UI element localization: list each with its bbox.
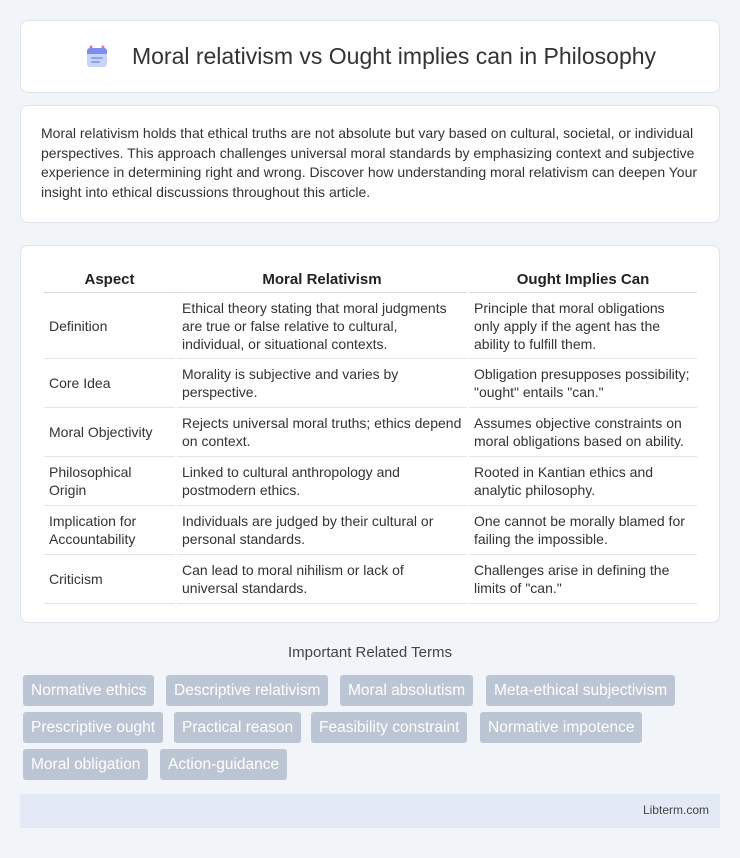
row-ought-implies-can: Rooted in Kantian ethics and analytic philosophy. (469, 457, 697, 506)
related-terms-title: Important Related Terms (288, 644, 452, 661)
row-moral-relativism: Ethical theory stating that moral judgments are true or false relative to cultural, individual, or situational contexts. (177, 293, 467, 359)
row-aspect: Criticism (44, 555, 175, 604)
row-aspect: Implication for Accountability (44, 506, 175, 555)
row-aspect: Definition (44, 293, 175, 359)
row-moral-relativism: Linked to cultural anthropology and postmodern ethics. (177, 457, 467, 506)
header-moral-relativism: Moral Relativism (177, 268, 467, 293)
table-row (44, 293, 697, 359)
row-ought-implies-can: Assumes objective constraints on moral obligations based on ability. (469, 408, 697, 457)
related-term-tag[interactable]: Practical reason (174, 712, 301, 743)
related-term-tag[interactable]: Normative ethics (23, 675, 154, 706)
related-term-tag[interactable]: Moral absolutism (340, 675, 473, 706)
table-header-row (44, 268, 697, 293)
row-aspect: Philosophical Origin (44, 457, 175, 506)
table-row (44, 408, 697, 457)
related-term-tag[interactable]: Meta-ethical subjectivism (486, 675, 675, 706)
page-title: Moral relativism vs Ought implies can in Philosophy (131, 43, 657, 69)
footer-site-link[interactable]: Libterm.com (642, 803, 709, 817)
row-ought-implies-can: One cannot be morally blamed for failing the impossible. (469, 506, 697, 555)
table-row (44, 457, 697, 506)
intro-text: Moral relativism holds that ethical truths are not absolute but vary based on cultural, societal, or individual perspectives. This approach challenges universal moral standards by emphasizing context and subjective experience in determining right and wrong. Discover how understanding moral relativism can deepen Your insight into ethical discussions throughout this article. (41, 125, 698, 200)
header-card (20, 20, 720, 93)
row-moral-relativism: Individuals are judged by their cultural or personal standards. (177, 506, 467, 555)
footer (20, 794, 720, 828)
related-term-tag[interactable]: Feasibility constraint (311, 712, 467, 743)
document-icon (84, 44, 110, 70)
table-row (44, 359, 697, 408)
related-term-tag[interactable]: Normative impotence (480, 712, 642, 743)
header-aspect: Aspect (44, 268, 175, 293)
row-ought-implies-can: Obligation presupposes possibility; "ought" entails "can." (469, 359, 697, 408)
intro-card (20, 105, 720, 223)
header-ought-implies-can: Ought Implies Can (469, 268, 697, 293)
comparison-table (42, 268, 699, 604)
row-ought-implies-can: Challenges arise in defining the limits of "can." (469, 555, 697, 604)
related-term-tag[interactable]: Action-guidance (160, 749, 287, 780)
row-ought-implies-can: Principle that moral obligations only apply if the agent has the ability to fulfill them. (469, 293, 697, 359)
row-moral-relativism: Rejects universal moral truths; ethics depend on context. (177, 408, 467, 457)
row-moral-relativism: Morality is subjective and varies by perspective. (177, 359, 467, 408)
row-moral-relativism: Can lead to moral nihilism or lack of universal standards. (177, 555, 467, 604)
table-row (44, 555, 697, 604)
related-term-tag[interactable]: Moral obligation (23, 749, 148, 780)
related-term-tag[interactable]: Descriptive relativism (166, 675, 328, 706)
row-aspect: Core Idea (44, 359, 175, 408)
table-row (44, 506, 697, 555)
related-term-tag[interactable]: Prescriptive ought (23, 712, 163, 743)
row-aspect: Moral Objectivity (44, 408, 175, 457)
comparison-table-card (20, 245, 720, 623)
